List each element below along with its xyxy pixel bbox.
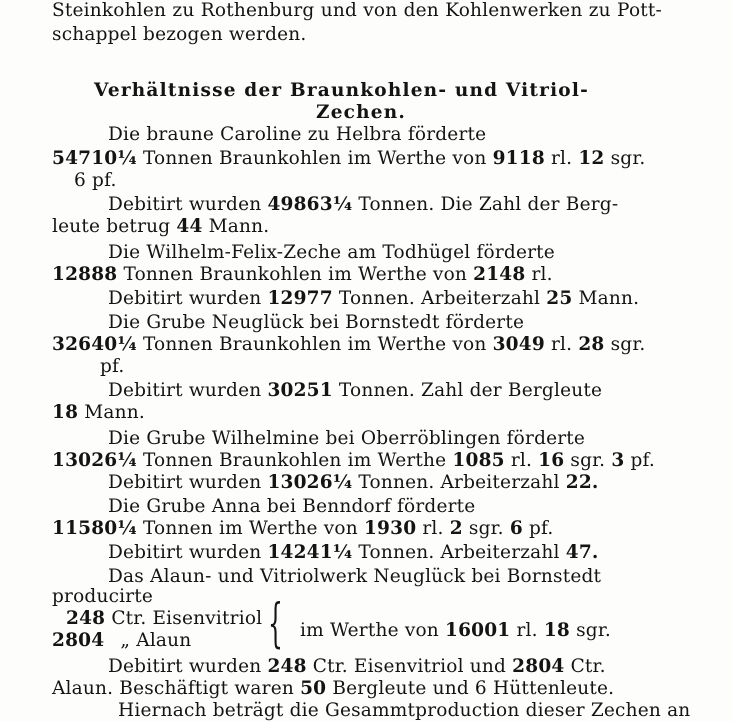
- text-line: schappel bezogen werden.: [52, 24, 307, 45]
- text-line: pf.: [100, 356, 125, 377]
- text-line: 11580¼ Tonnen im Werthe von 1930 rl. 2 sgr. 6 pf.: [52, 518, 554, 539]
- mine-entry-title: Die Grube Anna bei Benndorf förderte: [108, 496, 476, 517]
- mine-entry-title: Das Alaun- und Vitriolwerk Neuglück bei Bornstedt: [108, 566, 602, 587]
- product-row: 248 Ctr. Eisenvitriol: [66, 608, 263, 629]
- mine-entry-title: Die braune Caroline zu Helbra förderte: [108, 124, 487, 145]
- text-line: 18 Mann.: [52, 402, 145, 423]
- text-line: 12888 Tonnen Braunkohlen im Werthe von 2148 rl.: [52, 264, 553, 285]
- text-line: Steinkohlen zu Rothenburg und von den Kohlenwerken zu Pott-: [52, 0, 662, 21]
- text-line: Debitirt wurden 13026¼ Tonnen. Arbeiterzahl 22.: [108, 472, 599, 493]
- text-line: Alaun. Beschäftigt waren 50 Bergleute und 6 Hüttenleute.: [52, 678, 615, 699]
- mine-entry-title: Die Wilhelm-Felix-Zeche am Todhügel förderte: [108, 242, 555, 263]
- mine-entry-title: Die Grube Wilhelmine bei Oberröblingen förderte: [108, 428, 586, 449]
- text-line: Debitirt wurden 49863¼ Tonnen. Die Zahl der Berg-: [108, 194, 619, 215]
- text-line: Hiernach beträgt die Gesammtproduction dieser Zechen an: [118, 700, 691, 721]
- text-line: im Werthe von 16001 rl. 18 sgr.: [300, 620, 611, 641]
- product-row: 2804 „ Alaun: [52, 630, 192, 651]
- text-line: 13026¼ Tonnen Braunkohlen im Werthe 1085 rl. 16 sgr. 3 pf.: [52, 450, 656, 471]
- text-line: producirte: [52, 586, 154, 607]
- text-line: Debitirt wurden 14241¼ Tonnen. Arbeiterzahl 47.: [108, 542, 599, 563]
- brace-symbol: {: [268, 594, 283, 654]
- text-line: Debitirt wurden 248 Ctr. Eisenvitriol und 2804 Ctr.: [108, 656, 606, 677]
- text-line: leute betrug 44 Mann.: [52, 216, 270, 237]
- text-line: 32640¼ Tonnen Braunkohlen im Werthe von 3049 rl. 28 sgr.: [52, 334, 646, 355]
- section-heading: Zechen.: [316, 102, 407, 123]
- text-line: Debitirt wurden 12977 Tonnen. Arbeiterzahl 25 Mann.: [108, 288, 640, 309]
- text-line: 6 pf.: [74, 170, 117, 191]
- text-line: Debitirt wurden 30251 Tonnen. Zahl der Bergleute: [108, 380, 603, 401]
- section-heading: Verhältnisse der Braunkohlen- und Vitriol-: [94, 80, 589, 101]
- text-line: 54710¼ Tonnen Braunkohlen im Werthe von 9118 rl. 12 sgr.: [52, 148, 646, 169]
- mine-entry-title: Die Grube Neuglück bei Bornstedt förderte: [108, 312, 525, 333]
